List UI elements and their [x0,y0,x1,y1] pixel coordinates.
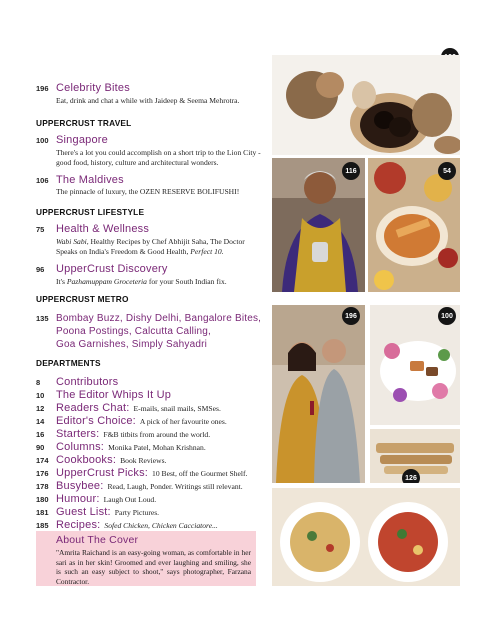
department-title: Humour: [56,493,100,505]
cover-woman-photo[interactable] [272,158,365,292]
section-heading-travel: UPPERCRUST TRAVEL [36,118,132,128]
page-ref: 90 [36,443,45,452]
department-item[interactable] [36,441,268,453]
entry-title: UpperCrust Discovery [56,263,168,275]
department-item[interactable] [36,480,268,492]
toc-entry-discovery[interactable] [36,263,268,275]
department-text: A pick of her favourite ones. [139,417,227,426]
department-text: F&B titbits from around the world. [103,430,211,439]
entry-description: There's a lot you could accomplish on a short trip to the Lion City - good food, history, culture and architectural wonders. [56,148,261,168]
department-title: Readers Chat: [56,402,130,414]
department-title: Busybee: [56,480,104,492]
page-ref: 196 [36,84,49,93]
section-heading-lifestyle: UPPERCRUST LIFESTYLE [36,207,145,217]
department-text: 10 Best, off the Gourmet Shelf. [152,469,248,478]
entry-description: The pinnacle of luxury, the OZEN RESERVE BOLIFUSHI! [56,187,240,196]
entry-description [56,237,268,258]
metro-line-3: Goa Garnishes, Simply Sahyadri [56,339,208,350]
cover-body: "Amrita Raichand is an easy-going woman, as comfortable in her sari as in her skin! Groomed and ever laughing and smiling, she is such an easy subject to shoot," says photographer, Farzana Contractor. [56,548,251,586]
department-item[interactable] [36,506,268,518]
department-text: Party Pictures. [114,508,160,517]
page-ref: 16 [36,430,45,439]
entry-title: The Maldives [56,174,124,186]
photo-page-badge: 126 [402,469,420,483]
department-item[interactable] [36,454,268,466]
toc-entry-singapore[interactable] [36,134,268,146]
department-item[interactable] [36,493,268,505]
department-title: Guest List: [56,506,111,518]
department-text: Read, Laugh, Ponder. Writings still relevant. [107,482,243,491]
desc-text: Healthy Recipes by Chef Abhijit Saha, The Doctor Speaks on India's Freedom & Good Health, [56,237,245,257]
toc-entry-health[interactable] [36,223,268,235]
page-ref: 100 [36,136,49,145]
department-title: Columns: [56,441,105,453]
page-ref: 176 [36,469,49,478]
photo-page-badge: 54 [438,162,456,180]
department-text: Laugh Out Loud. [103,495,157,504]
photo-page-badge: 196 [342,307,360,325]
department-title: UpperCrust Picks: [56,467,149,479]
department-title: Cookbooks: [56,454,117,466]
section-heading-departments: DEPARTMENTS [36,358,101,368]
couple-illustration [272,305,365,483]
department-item[interactable] [36,467,268,479]
section-heading-metro: UPPERCRUST METRO [36,294,129,304]
department-item[interactable] [36,389,268,401]
department-item[interactable] [36,428,268,440]
pasta-recipes-photo[interactable] [272,488,460,586]
entry-title: Singapore [56,134,108,146]
department-title: Recipes: [56,519,101,531]
entry-title: Health & Wellness [56,223,150,235]
metro-line-2: Poona Postings, Calcutta Calling, [56,326,212,337]
department-title: Editor's Choice: [56,415,136,427]
department-item[interactable] [36,376,268,388]
photo-page-badge: 116 [342,162,360,180]
page-ref: 12 [36,404,45,413]
page-ref: 75 [36,225,45,234]
entry-description: Eat, drink and chat a while with Jaideep & Seema Mehrotra. [56,96,240,105]
department-item[interactable] [36,402,268,414]
cover-title: About The Cover [56,534,139,546]
toc-entry-metro[interactable] [36,313,268,324]
desc-text: for your South Indian fix. [146,277,227,286]
entry-title: Celebrity Bites [56,82,130,94]
desc-pre: It's [56,277,67,286]
department-item[interactable] [36,415,268,427]
page-ref: 14 [36,417,45,426]
garlic-illustration [272,55,460,155]
toc-entry-maldives[interactable] [36,174,268,186]
page-ref: 10 [36,391,45,400]
grain-bread-photo[interactable] [370,429,460,483]
desc-italic: Wabi Sabi, [56,237,89,246]
department-text: E-mails, snail mails, SMSes. [133,404,221,413]
pasta-illustration [272,488,460,586]
entry-title: Bombay Buzz, Dishy Delhi, Bangalore Bites, [56,313,262,324]
about-the-cover-box [36,531,256,586]
page-ref: 181 [36,508,49,517]
page-ref: 174 [36,456,49,465]
department-text: Sofed Chicken, Chicken Cacciatore... [104,521,218,530]
department-text: Monika Patel, Mohan Krishnan. [108,443,206,452]
floral-dessert-photo[interactable] [370,305,460,425]
page-ref: 180 [36,495,49,504]
couple-photo[interactable] [272,305,365,483]
page-ref: 96 [36,265,45,274]
department-title: The Editor Whips It Up [56,389,172,401]
photo-page-badge: 100 [438,307,456,325]
desc-italic-2: Perfect 10. [190,247,224,257]
department-text: Book Reviews. [120,456,167,465]
black-garlic-photo[interactable] [272,55,460,155]
department-item[interactable] [36,519,268,531]
department-title: Contributors [56,376,119,388]
page-ref: 8 [36,378,41,387]
page-ref: 135 [36,314,49,323]
page-ref: 178 [36,482,49,491]
entry-description [56,277,268,287]
page-ref: 185 [36,521,49,530]
desc-italic: Pazhamuppam Groceteria [66,277,147,286]
meal-spread-photo[interactable] [368,158,460,292]
department-title: Starters: [56,428,100,440]
page-ref: 106 [36,176,49,185]
toc-entry-celebrity[interactable] [36,82,268,94]
